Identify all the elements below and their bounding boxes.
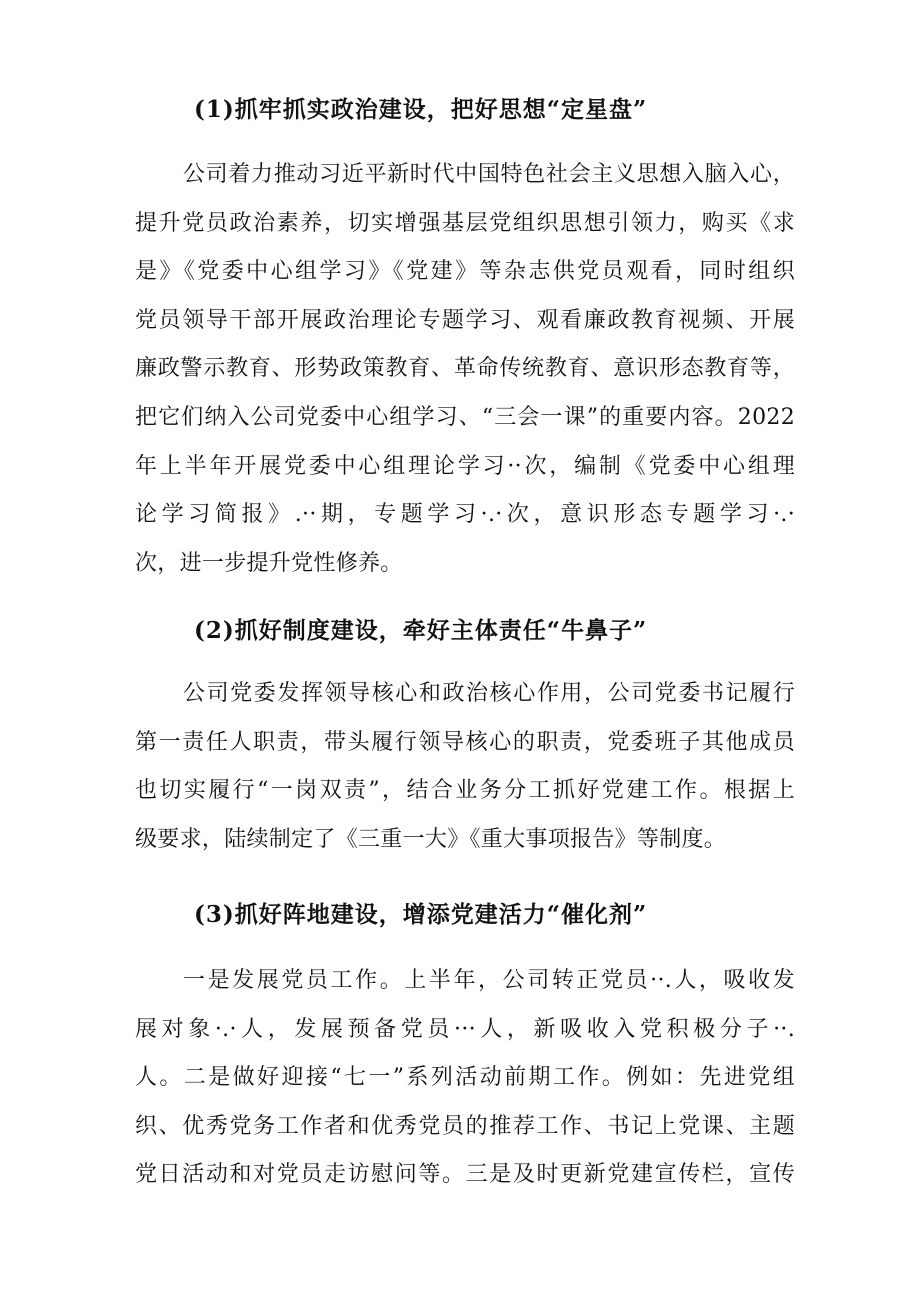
paragraph-line: 一是发展党员工作。上半年，公司转正党员··.人，吸收发 <box>183 968 795 993</box>
paragraph-line: 提升党员政治素养，切实增强基层党组织思想引领力，购买《求 <box>135 210 795 236</box>
paragraph-line: 织、优秀党务工作者和优秀党员的推荐工作、书记上党课、主题 <box>135 1113 795 1139</box>
section-1-heading: (1)抓牢抓实政治建设，把好思想“定星盘” <box>194 96 648 123</box>
section-3-paragraph <box>135 957 795 1200</box>
section-3-heading: (3)抓好阵地建设，增添党建活力“催化剂” <box>194 901 648 928</box>
paragraph-line: 人。二是做好迎接“七一”系列活动前期工作。例如：先进党组 <box>135 1065 795 1091</box>
paragraph-line: 第一责任人职责，带头履行领导核心的职责，党委班子其他成员 <box>135 729 795 755</box>
paragraph-line: 也切实履行“一岗双责”，结合业务分工抓好党建工作。根据上 <box>135 778 795 804</box>
paragraph-line: 级要求，陆续制定了《三重一大》《重大事项报告》等制度。 <box>135 826 727 852</box>
paragraph-line: 次，进一步提升党性修养。 <box>135 550 403 576</box>
paragraph-line: 把它们纳入公司党委中心组学习、“三会一课”的重要内容。2022 <box>135 404 795 430</box>
paragraph-line: 是》《党委中心组学习》《党建》等杂志供党员观看，同时组织 <box>135 259 795 285</box>
paragraph-line: 论学习简报》.··期，专题学习·.·次，意识形态专题学习·.· <box>135 502 795 528</box>
paragraph-line: 年上半年开展党委中心组理论学习··次，编制《党委中心组理 <box>135 453 795 479</box>
section-1-paragraph <box>135 151 795 588</box>
paragraph-line: 展对象·.·人，发展预备党员···人，新吸收入党积极分子··. <box>135 1016 795 1042</box>
paragraph-line: 公司党委发挥领导核心和政治核心作用，公司党委书记履行 <box>183 681 795 706</box>
paragraph-line: 党日活动和对党员走访慰问等。三是及时更新党建宣传栏，宣传 <box>135 1162 795 1188</box>
paragraph-line: 党员领导干部开展政治理论专题学习、观看廉政教育视频、开展 <box>135 307 795 333</box>
section-2-paragraph <box>135 670 795 864</box>
paragraph-line: 廉政警示教育、形势政策教育、革命传统教育、意识形态教育等， <box>135 356 795 382</box>
section-2-heading: (2)抓好制度建设，牵好主体责任“牛鼻子” <box>194 617 648 644</box>
paragraph-line: 公司着力推动习近平新时代中国特色社会主义思想入脑入心， <box>183 162 795 187</box>
